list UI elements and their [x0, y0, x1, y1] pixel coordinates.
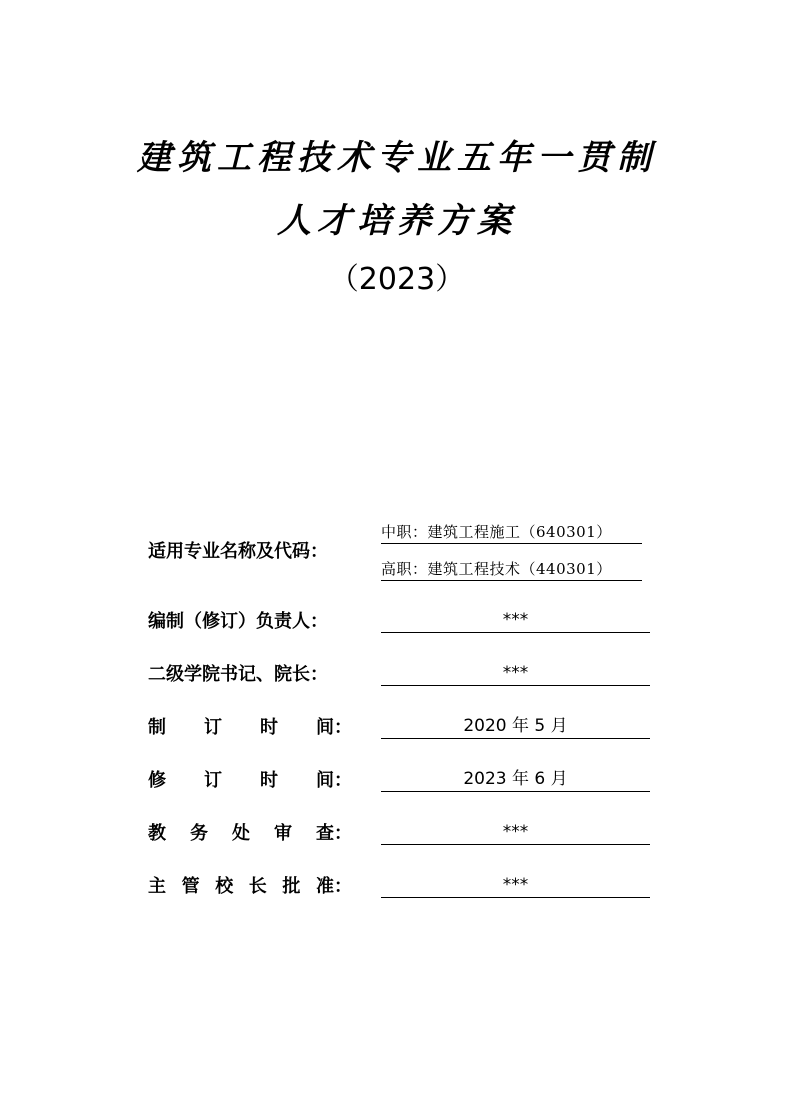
label-char: 校	[215, 876, 234, 897]
label-char: 间：	[316, 717, 352, 738]
label-char: 务	[190, 823, 208, 844]
label-char: 准：	[315, 876, 352, 897]
principal-approval-label	[148, 875, 352, 899]
dean-value: ***	[381, 661, 650, 686]
document-title-line-2: 人才培养方案	[277, 201, 517, 241]
drafting-time-value: 2020 年 5 月	[381, 714, 650, 739]
drafting-time-label	[148, 716, 352, 740]
label-char: 查：	[316, 823, 352, 844]
academic-review-label	[148, 822, 352, 846]
label-char: 制	[148, 717, 166, 738]
label-char: 审	[274, 823, 292, 844]
document-title-line-1: 建筑工程技术专业五年一贯制	[137, 138, 657, 178]
label-char: 主	[148, 876, 166, 897]
label-char: 管	[181, 876, 200, 897]
label-char: 间：	[316, 770, 352, 791]
revision-time-value: 2023 年 6 月	[381, 767, 650, 792]
editor-label: 编制（修订）负责人：	[148, 611, 328, 632]
major-label: 适用专业名称及代码：	[148, 541, 328, 562]
label-char: 处	[232, 823, 250, 844]
principal-approval-value: ***	[381, 873, 650, 898]
label-char: 时	[260, 770, 278, 791]
editor-value: ***	[381, 608, 650, 633]
label-char: 订	[204, 717, 222, 738]
label-char: 长	[248, 876, 267, 897]
label-char: 批	[282, 876, 301, 897]
label-char: 订	[204, 770, 222, 791]
label-char: 时	[260, 717, 278, 738]
revision-time-label	[148, 769, 352, 793]
document-year: （2023）	[328, 262, 466, 297]
label-char: 修	[148, 770, 166, 791]
label-char: 教	[148, 823, 166, 844]
dean-label: 二级学院书记、院长：	[148, 664, 328, 685]
academic-review-value: ***	[381, 820, 650, 845]
major-secondary-value: 中职：建筑工程施工（640301）	[381, 521, 642, 544]
major-higher-value: 高职：建筑工程技术（440301）	[381, 558, 642, 581]
